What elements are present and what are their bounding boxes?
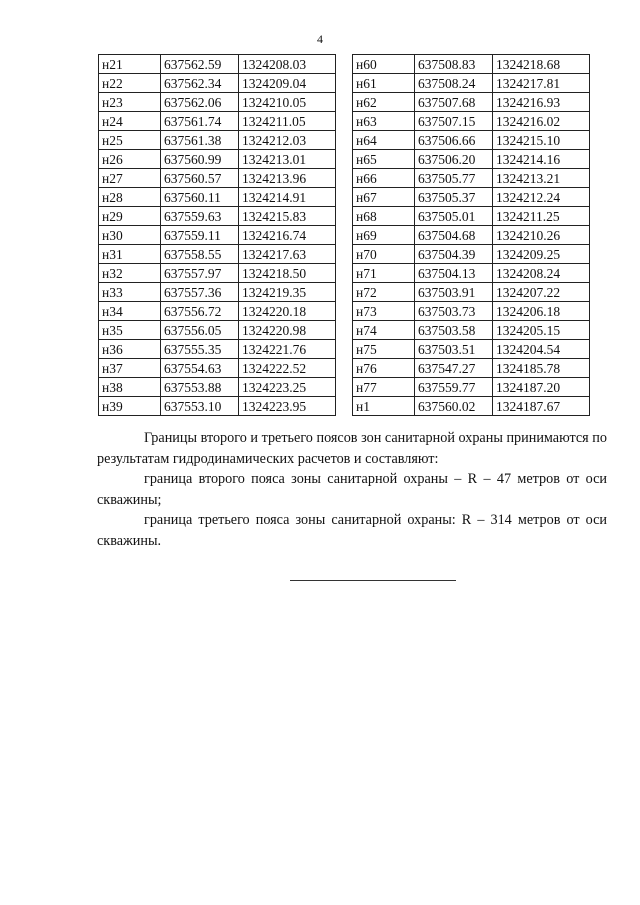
- point-id-cell: н30: [99, 226, 161, 245]
- point-id-cell: н74: [353, 321, 415, 340]
- table-row: [99, 397, 336, 416]
- point-id-cell: н28: [99, 188, 161, 207]
- y-coordinate-cell: 1324211.05: [239, 112, 336, 131]
- paragraph-third-zone: граница третьего пояса зоны санитарной охраны: R – 314 метров от оси скважины.: [97, 512, 607, 549]
- x-coordinate-cell: 637506.20: [415, 150, 493, 169]
- table-row: [353, 321, 590, 340]
- x-coordinate-cell: 637557.36: [161, 283, 239, 302]
- x-coordinate-cell: 637503.73: [415, 302, 493, 321]
- table-row: [353, 340, 590, 359]
- x-coordinate-cell: 637553.88: [161, 378, 239, 397]
- x-coordinate-cell: 637504.13: [415, 264, 493, 283]
- point-id-cell: н61: [353, 74, 415, 93]
- y-coordinate-cell: 1324205.15: [493, 321, 590, 340]
- x-coordinate-cell: 637508.83: [415, 55, 493, 74]
- y-coordinate-cell: 1324187.20: [493, 378, 590, 397]
- closing-rule: [290, 580, 456, 581]
- y-coordinate-cell: 1324217.81: [493, 74, 590, 93]
- x-coordinate-cell: 637560.99: [161, 150, 239, 169]
- point-id-cell: н23: [99, 93, 161, 112]
- table-row: [353, 169, 590, 188]
- point-id-cell: н31: [99, 245, 161, 264]
- x-coordinate-cell: 637554.63: [161, 359, 239, 378]
- y-coordinate-cell: 1324222.52: [239, 359, 336, 378]
- table-row: [99, 245, 336, 264]
- table-row: [353, 207, 590, 226]
- table-row: [353, 359, 590, 378]
- x-coordinate-cell: 637503.58: [415, 321, 493, 340]
- y-coordinate-cell: 1324218.50: [239, 264, 336, 283]
- table-row: [99, 131, 336, 150]
- table-row: [99, 283, 336, 302]
- y-coordinate-cell: 1324220.98: [239, 321, 336, 340]
- table-row: [99, 378, 336, 397]
- x-coordinate-cell: 637556.05: [161, 321, 239, 340]
- x-coordinate-cell: 637561.38: [161, 131, 239, 150]
- table-row: [99, 321, 336, 340]
- coordinates-table-left: [98, 54, 336, 416]
- x-coordinate-cell: 637505.77: [415, 169, 493, 188]
- y-coordinate-cell: 1324220.18: [239, 302, 336, 321]
- point-id-cell: н68: [353, 207, 415, 226]
- y-coordinate-cell: 1324206.18: [493, 302, 590, 321]
- table-row: [99, 169, 336, 188]
- table-row: [353, 112, 590, 131]
- point-id-cell: н76: [353, 359, 415, 378]
- x-coordinate-cell: 637560.57: [161, 169, 239, 188]
- x-coordinate-cell: 637555.35: [161, 340, 239, 359]
- y-coordinate-cell: 1324218.68: [493, 55, 590, 74]
- table-row: [353, 74, 590, 93]
- x-coordinate-cell: 637556.72: [161, 302, 239, 321]
- x-coordinate-cell: 637507.68: [415, 93, 493, 112]
- x-coordinate-cell: 637503.51: [415, 340, 493, 359]
- point-id-cell: н25: [99, 131, 161, 150]
- y-coordinate-cell: 1324208.03: [239, 55, 336, 74]
- y-coordinate-cell: 1324217.63: [239, 245, 336, 264]
- point-id-cell: н37: [99, 359, 161, 378]
- point-id-cell: н70: [353, 245, 415, 264]
- x-coordinate-cell: 637561.74: [161, 112, 239, 131]
- point-id-cell: н26: [99, 150, 161, 169]
- table-row: [99, 340, 336, 359]
- body-text: [97, 428, 607, 551]
- x-coordinate-cell: 637504.68: [415, 226, 493, 245]
- y-coordinate-cell: 1324214.91: [239, 188, 336, 207]
- y-coordinate-cell: 1324223.95: [239, 397, 336, 416]
- table-row: [99, 55, 336, 74]
- point-id-cell: н22: [99, 74, 161, 93]
- table-row: [353, 226, 590, 245]
- table-row: [99, 112, 336, 131]
- x-coordinate-cell: 637558.55: [161, 245, 239, 264]
- x-coordinate-cell: 637507.15: [415, 112, 493, 131]
- table-row: [353, 378, 590, 397]
- y-coordinate-cell: 1324187.67: [493, 397, 590, 416]
- x-coordinate-cell: 637506.66: [415, 131, 493, 150]
- table-row: [353, 188, 590, 207]
- point-id-cell: н65: [353, 150, 415, 169]
- point-id-cell: н24: [99, 112, 161, 131]
- y-coordinate-cell: 1324212.24: [493, 188, 590, 207]
- coordinates-table-right-body: [353, 55, 590, 416]
- y-coordinate-cell: 1324215.83: [239, 207, 336, 226]
- point-id-cell: н36: [99, 340, 161, 359]
- point-id-cell: н38: [99, 378, 161, 397]
- table-row: [353, 131, 590, 150]
- point-id-cell: н66: [353, 169, 415, 188]
- y-coordinate-cell: 1324216.74: [239, 226, 336, 245]
- paragraph-zones-intro: Границы второго и третьего поясов зон санитарной охраны принимаются по результатам гидродинамических расчетов и составляют:: [97, 430, 607, 467]
- point-id-cell: н34: [99, 302, 161, 321]
- point-id-cell: н21: [99, 55, 161, 74]
- x-coordinate-cell: 637559.77: [415, 378, 493, 397]
- y-coordinate-cell: 1324221.76: [239, 340, 336, 359]
- table-row: [353, 93, 590, 112]
- table-row: [353, 55, 590, 74]
- point-id-cell: н60: [353, 55, 415, 74]
- x-coordinate-cell: 637559.11: [161, 226, 239, 245]
- x-coordinate-cell: 637562.59: [161, 55, 239, 74]
- y-coordinate-cell: 1324214.16: [493, 150, 590, 169]
- x-coordinate-cell: 637560.11: [161, 188, 239, 207]
- point-id-cell: н75: [353, 340, 415, 359]
- point-id-cell: н35: [99, 321, 161, 340]
- table-row: [99, 93, 336, 112]
- table-row: [99, 188, 336, 207]
- point-id-cell: н33: [99, 283, 161, 302]
- table-row: [99, 359, 336, 378]
- y-coordinate-cell: 1324215.10: [493, 131, 590, 150]
- y-coordinate-cell: 1324219.35: [239, 283, 336, 302]
- point-id-cell: н32: [99, 264, 161, 283]
- table-row: [99, 264, 336, 283]
- point-id-cell: н62: [353, 93, 415, 112]
- y-coordinate-cell: 1324216.02: [493, 112, 590, 131]
- table-row: [353, 283, 590, 302]
- page-number: 4: [317, 32, 323, 46]
- point-id-cell: н77: [353, 378, 415, 397]
- table-row: [99, 302, 336, 321]
- point-id-cell: н63: [353, 112, 415, 131]
- table-row: [353, 302, 590, 321]
- table-row: [99, 74, 336, 93]
- point-id-cell: н73: [353, 302, 415, 321]
- table-row: [99, 150, 336, 169]
- y-coordinate-cell: 1324204.54: [493, 340, 590, 359]
- x-coordinate-cell: 637553.10: [161, 397, 239, 416]
- point-id-cell: н72: [353, 283, 415, 302]
- y-coordinate-cell: 1324213.21: [493, 169, 590, 188]
- x-coordinate-cell: 637560.02: [415, 397, 493, 416]
- point-id-cell: н71: [353, 264, 415, 283]
- x-coordinate-cell: 637547.27: [415, 359, 493, 378]
- y-coordinate-cell: 1324211.25: [493, 207, 590, 226]
- table-row: [353, 397, 590, 416]
- x-coordinate-cell: 637559.63: [161, 207, 239, 226]
- y-coordinate-cell: 1324213.96: [239, 169, 336, 188]
- table-row: [353, 264, 590, 283]
- point-id-cell: н29: [99, 207, 161, 226]
- x-coordinate-cell: 637503.91: [415, 283, 493, 302]
- point-id-cell: н1: [353, 397, 415, 416]
- y-coordinate-cell: 1324216.93: [493, 93, 590, 112]
- y-coordinate-cell: 1324209.04: [239, 74, 336, 93]
- y-coordinate-cell: 1324185.78: [493, 359, 590, 378]
- y-coordinate-cell: 1324212.03: [239, 131, 336, 150]
- y-coordinate-cell: 1324208.24: [493, 264, 590, 283]
- point-id-cell: н27: [99, 169, 161, 188]
- point-id-cell: н64: [353, 131, 415, 150]
- point-id-cell: н67: [353, 188, 415, 207]
- table-row: [353, 245, 590, 264]
- paragraph-second-zone: граница второго пояса зоны санитарной охраны – R – 47 метров от оси скважины;: [97, 471, 607, 508]
- y-coordinate-cell: 1324207.22: [493, 283, 590, 302]
- coordinates-table-right: [352, 54, 590, 416]
- x-coordinate-cell: 637557.97: [161, 264, 239, 283]
- table-row: [99, 226, 336, 245]
- x-coordinate-cell: 637562.06: [161, 93, 239, 112]
- point-id-cell: н69: [353, 226, 415, 245]
- table-row: [353, 150, 590, 169]
- y-coordinate-cell: 1324213.01: [239, 150, 336, 169]
- x-coordinate-cell: 637562.34: [161, 74, 239, 93]
- table-row: [99, 207, 336, 226]
- y-coordinate-cell: 1324223.25: [239, 378, 336, 397]
- x-coordinate-cell: 637508.24: [415, 74, 493, 93]
- coordinates-table-left-body: [99, 55, 336, 416]
- y-coordinate-cell: 1324210.05: [239, 93, 336, 112]
- point-id-cell: н39: [99, 397, 161, 416]
- y-coordinate-cell: 1324209.25: [493, 245, 590, 264]
- y-coordinate-cell: 1324210.26: [493, 226, 590, 245]
- x-coordinate-cell: 637505.37: [415, 188, 493, 207]
- x-coordinate-cell: 637504.39: [415, 245, 493, 264]
- x-coordinate-cell: 637505.01: [415, 207, 493, 226]
